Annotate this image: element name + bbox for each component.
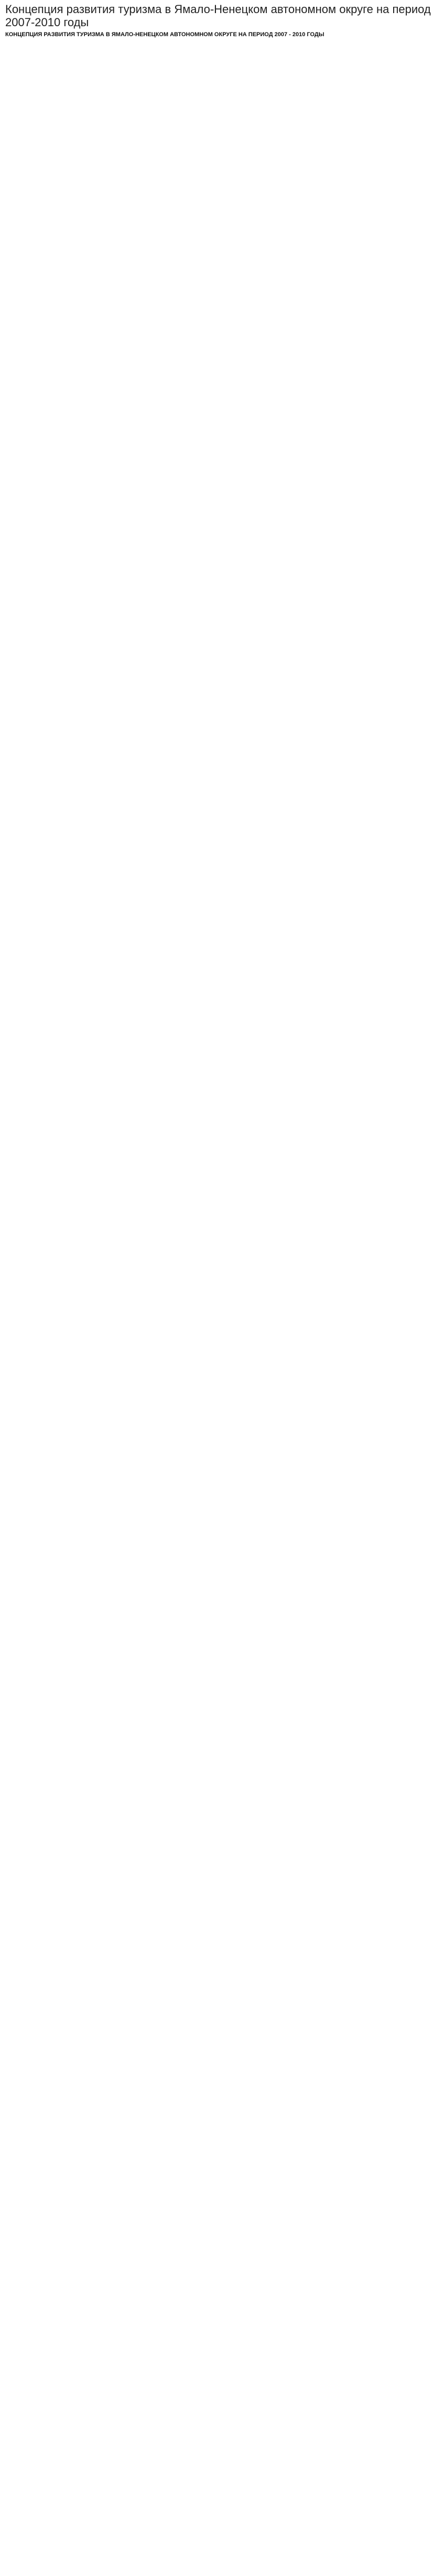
body-paragraph: [5, 516, 439, 522]
body-paragraph: [5, 421, 439, 427]
body-paragraph: [5, 271, 439, 277]
body-paragraph: [5, 531, 439, 537]
body-paragraph: [5, 547, 439, 553]
body-paragraph: [5, 557, 439, 563]
body-paragraph: [5, 358, 439, 364]
body-paragraph: [5, 675, 439, 681]
body-paragraph: [5, 50, 439, 56]
body-paragraph: [5, 153, 439, 158]
body-paragraph: [5, 81, 439, 86]
document-body: [5, 42, 439, 831]
body-paragraph: [5, 382, 439, 388]
body-paragraph: [5, 668, 439, 673]
body-paragraph: [5, 618, 439, 624]
body-paragraph: [5, 611, 439, 617]
body-paragraph: [5, 825, 439, 831]
body-paragraph: [5, 127, 439, 133]
page-title: Концепция развития туризма в Ямало-Ненецком автономном округе на период 2007-2010 годы: [5, 3, 431, 29]
body-paragraph: [5, 794, 439, 799]
body-paragraph: [5, 215, 439, 221]
body-paragraph: [5, 333, 439, 339]
body-paragraph: [5, 683, 439, 689]
body-paragraph: [5, 770, 439, 776]
body-paragraph: [5, 737, 439, 743]
body-paragraph: [5, 493, 439, 499]
body-paragraph: [5, 112, 439, 117]
body-paragraph: [5, 691, 439, 697]
body-paragraph: [5, 501, 439, 507]
body-paragraph: [5, 444, 439, 450]
body-paragraph: [5, 650, 439, 656]
body-paragraph: [5, 539, 439, 545]
body-paragraph: [5, 604, 439, 610]
body-paragraph: [5, 397, 439, 403]
body-paragraph: [5, 596, 439, 602]
body-paragraph: [5, 801, 439, 807]
body-paragraph: [5, 436, 439, 442]
body-paragraph: [5, 642, 439, 648]
body-paragraph: [5, 706, 439, 712]
body-paragraph: [5, 405, 439, 411]
document-page: [0, 0, 444, 840]
body-paragraph: [5, 634, 439, 640]
body-paragraph: [5, 698, 439, 704]
body-paragraph: [5, 42, 439, 48]
body-paragraph: [5, 470, 439, 475]
body-paragraph: [5, 660, 439, 666]
body-paragraph: [5, 256, 439, 262]
body-paragraph: [5, 135, 439, 140]
body-paragraph: [5, 508, 439, 514]
body-paragraph: [5, 104, 439, 110]
body-paragraph: [5, 58, 439, 63]
body-paragraph: [5, 238, 439, 244]
body-paragraph: [5, 199, 439, 205]
body-paragraph: [5, 65, 439, 71]
body-paragraph: [5, 729, 439, 735]
body-paragraph: [5, 230, 439, 236]
body-paragraph: [5, 263, 439, 269]
body-paragraph: [5, 778, 439, 784]
body-paragraph: [5, 310, 439, 316]
body-paragraph: [5, 477, 439, 483]
body-paragraph: [5, 168, 439, 174]
body-paragraph: [5, 374, 439, 380]
body-paragraph: [5, 524, 439, 529]
body-paragraph: [5, 207, 439, 213]
body-paragraph: [5, 722, 439, 727]
body-paragraph: [5, 145, 439, 150]
body-paragraph: [5, 366, 439, 372]
body-paragraph: [5, 183, 439, 189]
body-paragraph: [5, 580, 439, 586]
body-paragraph: [5, 745, 439, 751]
body-paragraph: [5, 191, 439, 197]
body-paragraph: [5, 564, 439, 570]
body-paragraph: [5, 753, 439, 758]
body-paragraph: [5, 786, 439, 791]
body-paragraph: [5, 817, 439, 823]
body-paragraph: [5, 294, 439, 300]
body-paragraph: [5, 588, 439, 594]
body-paragraph: [5, 176, 439, 181]
body-paragraph: [5, 485, 439, 491]
body-paragraph: [5, 286, 439, 292]
body-paragraph: [5, 351, 439, 356]
body-paragraph: [5, 88, 439, 94]
body-paragraph: [5, 302, 439, 308]
body-paragraph: [5, 318, 439, 323]
body-paragraph: [5, 413, 439, 419]
body-paragraph: [5, 462, 439, 468]
body-paragraph: [5, 223, 439, 229]
body-paragraph: [5, 714, 439, 720]
body-paragraph: [5, 341, 439, 346]
body-paragraph: [5, 248, 439, 254]
body-paragraph: [5, 626, 439, 632]
body-paragraph: [5, 572, 439, 578]
body-paragraph: [5, 763, 439, 768]
body-paragraph: [5, 160, 439, 166]
body-paragraph: [5, 279, 439, 285]
body-paragraph: [5, 429, 439, 434]
body-paragraph: [5, 809, 439, 815]
body-paragraph: [5, 119, 439, 125]
body-paragraph: [5, 325, 439, 331]
body-paragraph: [5, 96, 439, 102]
body-paragraph: [5, 73, 439, 79]
body-paragraph: [5, 454, 439, 460]
document-heading: КОНЦЕПЦИЯ РАЗВИТИЯ ТУРИЗМА В ЯМАЛО-НЕНЕЦКОМ АВТОНОМНОМ ОКРУГЕ НА ПЕРИОД 2007 - 2010 ГОДЫ: [5, 31, 324, 38]
body-paragraph: [5, 390, 439, 396]
